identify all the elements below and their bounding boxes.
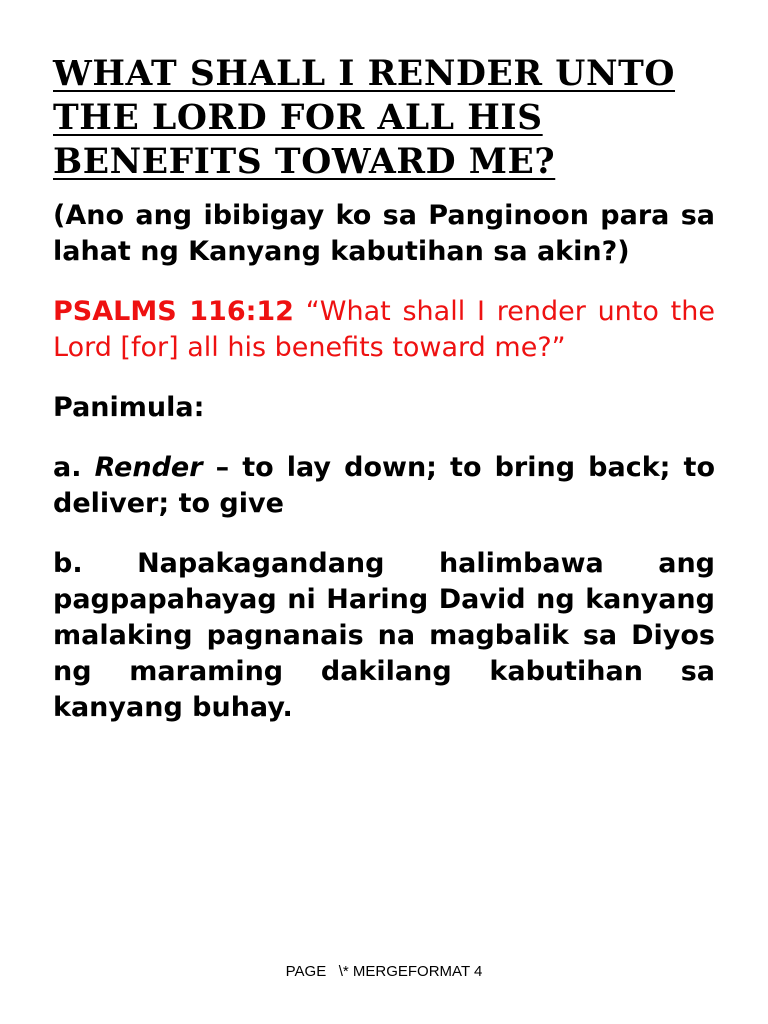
- point-marker: a.: [53, 452, 82, 483]
- page-title: WHAT SHALL I RENDER UNTO THE LORD FOR ALL HIS BENEFITS TOWARD ME?: [53, 54, 676, 182]
- subtitle-translation: (Ano ang ibibigay ko sa Panginoon para sa lahat ng Kanyang kabutihan sa akin?): [53, 200, 715, 267]
- verse-text: “What shall I render unto the Lord [for] all his benefits toward me?”: [53, 296, 715, 363]
- scripture-verse: [53, 294, 715, 366]
- point-term: Render: [94, 452, 203, 483]
- verse-reference: PSALMS 116:12: [53, 296, 294, 327]
- point-text: – to lay down; to bring back; to deliver; to give: [53, 452, 716, 519]
- page-number-field: PAGE \* MERGEFORMAT 4: [285, 963, 483, 980]
- page-footer: [0, 963, 768, 980]
- point-text: Napakagandang halimbawa ang pagpapahayag ni Haring David ng kanyang malaking pagnanais na magbalik sa Diyos ng maraming dakilang kabutihan sa kanyang buhay.: [53, 548, 715, 723]
- point-b: [53, 546, 715, 726]
- point-a: [53, 450, 715, 522]
- document-page: [53, 52, 715, 750]
- section-heading: Panimula:: [53, 392, 205, 423]
- point-marker: b.: [53, 548, 83, 579]
